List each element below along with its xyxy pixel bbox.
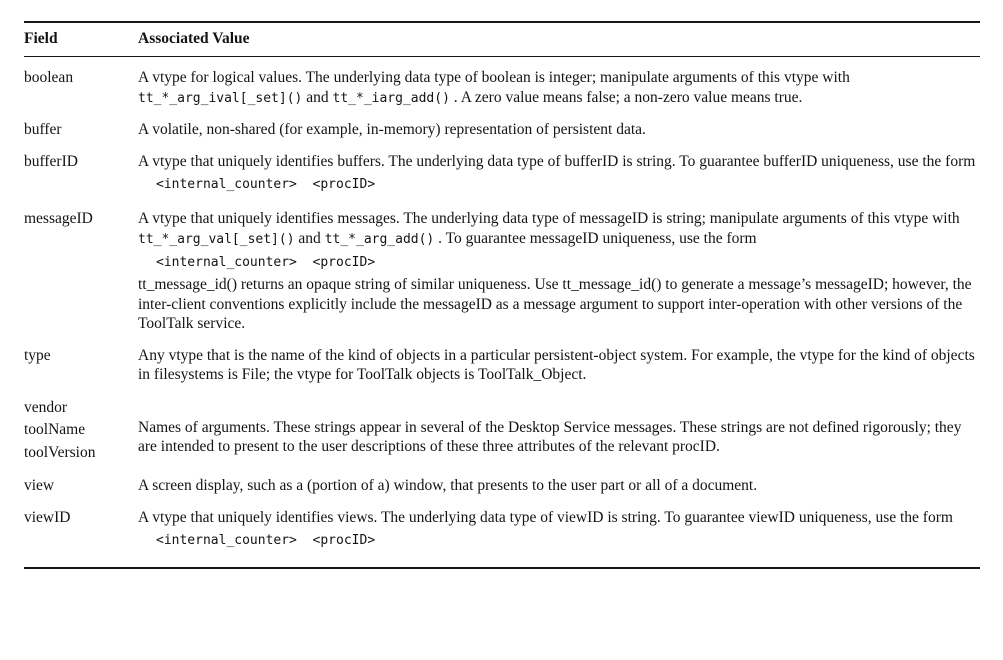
- value-cell: [138, 68, 980, 108]
- body-text: Any vtype that is the name of the kind of objects in a particular persistent-object system. For example, the vtype for the kind of objects in filesystems is File; the vtype for ToolTalk objects is ToolTalk_Object.: [138, 346, 975, 383]
- code-block: <internal_counter> <procID>: [156, 255, 376, 270]
- field-name: bufferID: [24, 152, 78, 170]
- body-text: and: [302, 88, 333, 106]
- column-header-field: Field: [24, 30, 58, 47]
- value-cell: [138, 209, 980, 334]
- body-text: A vtype that uniquely identifies buffers. The underlying data type of bufferID is string. To guarantee bufferID uniqueness, use the form: [138, 152, 976, 170]
- value-paragraph: [138, 508, 980, 528]
- body-text: and: [294, 229, 325, 247]
- field-cell: [24, 346, 138, 385]
- body-text: Names of arguments. These strings appear in several of the Desktop Service messages. These strings are not defined rigorously; they are intended to present to the user descriptions of these three attributes of the relevant procID.: [138, 418, 962, 455]
- value-paragraph: [138, 346, 980, 385]
- field-cell: [24, 152, 138, 198]
- value-cell: [138, 397, 980, 465]
- value-paragraph: [138, 152, 980, 172]
- table-row: [24, 508, 980, 554]
- body-text: A vtype that uniquely identifies views. The underlying data type of viewID is string. To guarantee viewID uniqueness, use the form: [138, 508, 953, 526]
- body-text: A vtype that uniquely identifies messages. The underlying data type of messageID is string; manipulate arguments of this vtype with: [138, 210, 960, 227]
- value-cell: [138, 508, 980, 554]
- code-block: <internal_counter> <procID>: [156, 177, 376, 192]
- inline-code: tt_*_arg_val[_set](): [138, 231, 295, 247]
- column-header-associated-value: Associated Value: [138, 30, 250, 47]
- value-paragraph: [138, 418, 980, 457]
- inline-code: tt_*_iarg_add(): [332, 90, 450, 106]
- field-name: type: [24, 346, 51, 364]
- value-paragraph: [138, 209, 980, 249]
- code-block: <internal_counter> <procID>: [156, 533, 376, 548]
- table-row: [24, 209, 980, 334]
- table-body: [24, 57, 980, 567]
- field-cell: [24, 476, 138, 496]
- field-cell: [24, 397, 138, 465]
- vtype-field-table: [24, 21, 980, 569]
- field-cell: [24, 508, 138, 554]
- field-name: view: [24, 477, 55, 494]
- value-paragraph: [138, 120, 980, 140]
- body-text: . To guarantee messageID uniqueness, use the form: [434, 229, 757, 247]
- field-name: vendor: [24, 398, 68, 416]
- field-name: viewID: [24, 508, 71, 526]
- value-paragraph: [138, 68, 980, 108]
- table-row: [24, 68, 980, 108]
- table-row: [24, 397, 980, 465]
- field-name: messageID: [24, 210, 93, 227]
- field-cell: [24, 68, 138, 108]
- body-text: A volatile, non-shared (for example, in-memory) representation of persistent data.: [138, 121, 646, 138]
- inline-code: tt_*_arg_ival[_set](): [138, 90, 303, 106]
- field-name: boolean: [24, 69, 74, 86]
- inline-code: tt_*_arg_add(): [324, 231, 435, 247]
- body-text: . A zero value means false; a non-zero value means true.: [449, 88, 803, 106]
- field-name: toolVersion: [24, 443, 96, 461]
- table-header-row: [24, 23, 980, 57]
- body-text: tt_message_id() returns an opaque string of similar uniqueness. Use tt_message_id() to generate a message’s messageID; however, the inter-client conventions explicitly include the messageID as a message argument to support inter-operation with other versions of the ToolTalk service.: [138, 276, 972, 332]
- body-text: A vtype for logical values. The underlying data type of boolean is integer; manipulate arguments of this vtype with: [138, 69, 850, 86]
- field-cell: [24, 209, 138, 334]
- table-row: [24, 346, 980, 385]
- field-cell: [24, 120, 138, 140]
- value-cell: [138, 476, 980, 496]
- field-name: buffer: [24, 121, 62, 138]
- value-paragraph: [138, 476, 980, 496]
- value-paragraph: [138, 275, 980, 334]
- value-cell: [138, 346, 980, 385]
- table-row: [24, 120, 980, 140]
- field-name: toolName: [24, 421, 86, 438]
- table-row: [24, 152, 980, 198]
- value-cell: [138, 152, 980, 198]
- value-cell: [138, 120, 980, 140]
- table-row: [24, 476, 980, 496]
- body-text: A screen display, such as a (portion of a) window, that presents to the user part or all of a document.: [138, 477, 758, 494]
